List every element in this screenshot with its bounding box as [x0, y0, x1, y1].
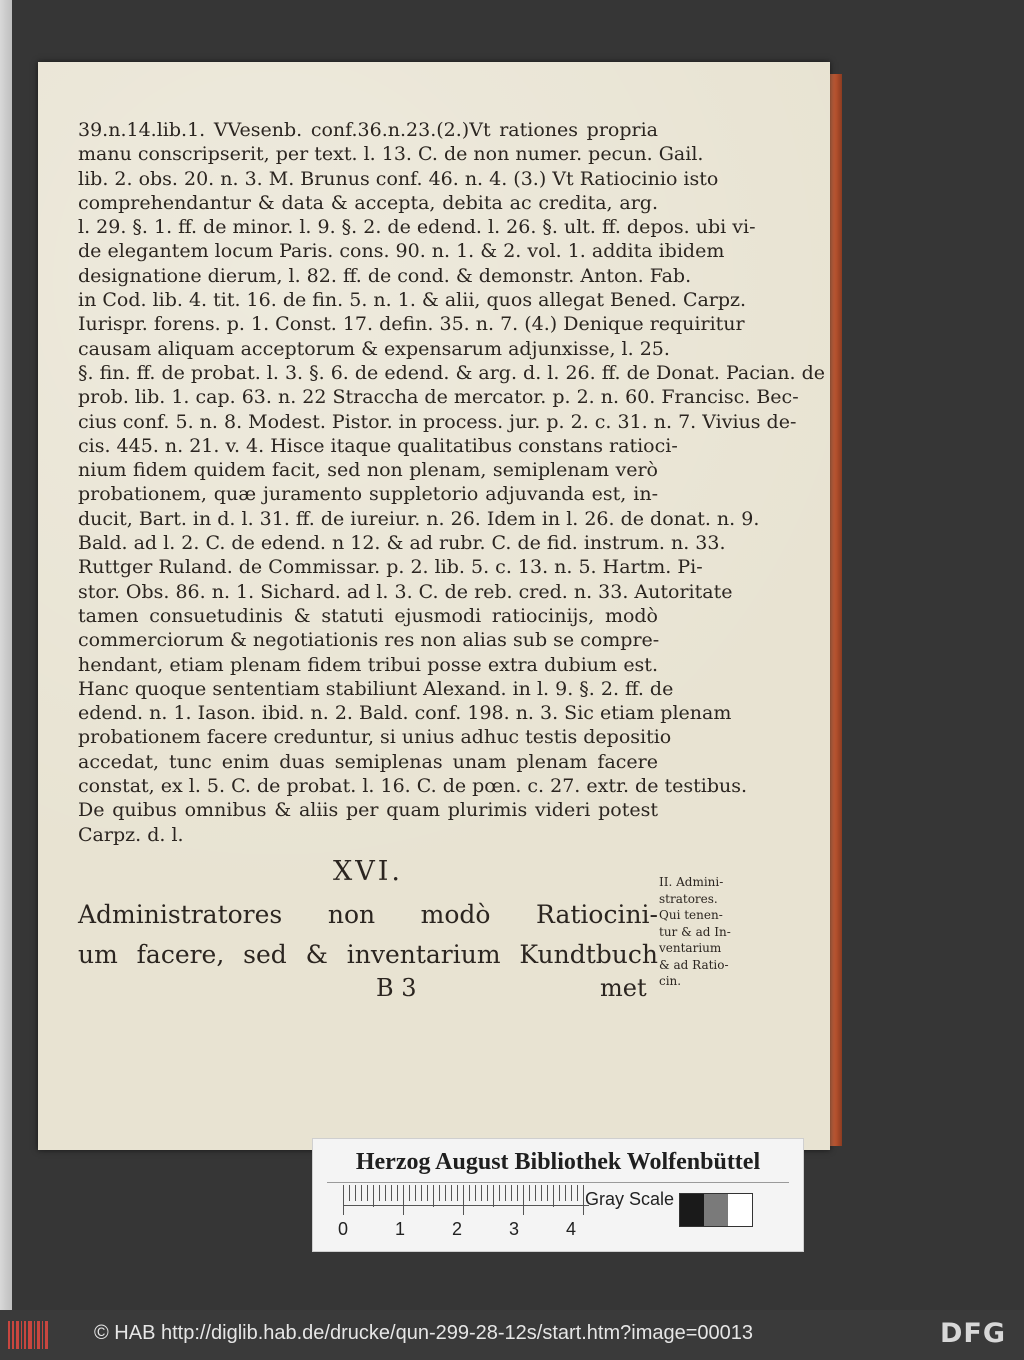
body-line: comprehendantur & data & accepta, debita ac credita, arg.: [78, 191, 658, 214]
ruler-tick: [385, 1185, 386, 1201]
ruler-tick: [559, 1185, 560, 1201]
ruler-tick: [529, 1185, 530, 1201]
body-line: probationem facere creduntur, si unius adhuc testis depositio: [78, 726, 672, 749]
ruler-tick: [367, 1185, 368, 1201]
ruler-tick: [553, 1185, 554, 1207]
body-line: prob. lib. 1. cap. 63. n. 22 Straccha de mercator. p. 2. n. 60. Francisc. Bec-: [78, 386, 799, 409]
ruler-label: 2: [451, 1219, 463, 1239]
ruler-tick: [361, 1185, 362, 1201]
ruler-tick: [391, 1185, 392, 1201]
barcode-bar: [8, 1321, 10, 1349]
ruler-label: 0: [337, 1219, 349, 1239]
ruler-tick: [343, 1185, 344, 1215]
body-line: accedat, tunc enim duas semiplenas unam plenam facere: [78, 750, 658, 773]
body-text: [78, 118, 826, 847]
ruler-tick: [415, 1185, 416, 1201]
scale-divider: [327, 1182, 789, 1183]
ruler-tick: [535, 1185, 536, 1201]
ruler-tick: [403, 1185, 404, 1215]
body-line: Carpz. d. l.: [78, 823, 184, 846]
heading-line: um facere, sed & inventarium Kundtbuch: [78, 940, 658, 969]
ruler-tick: [523, 1185, 524, 1215]
ruler-tick: [475, 1185, 476, 1201]
ruler-tick: [445, 1185, 446, 1201]
body-line: de elegantem locum Paris. cons. 90. n. 1. & 2. vol. 1. addita ibidem: [78, 240, 725, 263]
barcode-bar: [37, 1321, 39, 1349]
ruler-label: 3: [508, 1219, 520, 1239]
barcode-bar: [24, 1321, 26, 1349]
catchword: met: [600, 974, 647, 1002]
ruler-tick: [349, 1185, 350, 1201]
ruler-tick: [499, 1185, 500, 1201]
body-line: 39.n.14.lib.1. VVesenb. conf.36.n.23.(2.)Vt rationes propria: [78, 119, 658, 141]
body-line: nium fidem quidem facit, sed non plenam, semiplenam verò: [78, 459, 658, 482]
body-line: constat, ex l. 5. C. de probat. l. 16. C. de pœn. c. 27. extr. de testibus.: [78, 775, 748, 798]
ruler-tick: [421, 1185, 422, 1201]
body-line: l. 29. §. 1. ff. de minor. l. 9. §. 2. de edend. l. 26. §. ult. ff. depos. ubi vi-: [78, 216, 756, 239]
body-line: cius conf. 5. n. 8. Modest. Pistor. in process. jur. p. 2. c. 31. n. 7. Vivius de-: [78, 410, 797, 433]
ruler-tick: [397, 1185, 398, 1201]
ruler-tick: [493, 1185, 494, 1207]
ruler-labels: [337, 1219, 603, 1243]
ruler-tick: [463, 1185, 464, 1215]
barcode-bar: [16, 1321, 19, 1349]
ruler-tick: [547, 1185, 548, 1201]
barcode-bar: [42, 1321, 43, 1349]
barcode-bar: [21, 1321, 22, 1349]
body-line: in Cod. lib. 4. tit. 16. de fin. 5. n. 1. & alii, quos allegat Bened. Carpz.: [78, 289, 747, 312]
ruler-tick: [427, 1185, 428, 1201]
body-line: designatione dierum, l. 82. ff. de cond. & demonstr. Anton. Fab.: [78, 264, 692, 287]
ruler-tick: [517, 1185, 518, 1201]
ruler-tick: [469, 1185, 470, 1201]
margin-note-line: tur & ad In-: [659, 924, 731, 939]
copyright-url[interactable]: © HAB http://diglib.hab.de/drucke/qun-299-28-12s/start.htm?image=00013: [94, 1322, 754, 1344]
ruler-tick: [373, 1185, 374, 1207]
margin-note-line: & ad Ratio-: [659, 957, 729, 972]
section-number: XVI.: [333, 856, 403, 887]
barcode-bar: [34, 1321, 35, 1349]
margin-note-line: cin.: [659, 974, 682, 988]
body-line: edend. n. 1. Iason. ibid. n. 2. Bald. conf. 198. n. 3. Sic etiam plenam: [78, 702, 732, 725]
ruler-label: 1: [394, 1219, 406, 1239]
dfg-logo: DFG: [940, 1318, 1007, 1349]
ruler-tick: [433, 1185, 434, 1207]
ruler-tick: [379, 1185, 380, 1201]
body-line: ducit, Bart. in d. l. 31. ff. de iureiur. n. 26. Idem in l. 26. de donat. n. 9.: [78, 507, 760, 530]
signature-mark: B 3: [376, 974, 417, 1002]
ruler-tick: [487, 1185, 488, 1201]
body-line: Ruttger Ruland. de Commissar. p. 2. lib. 5. c. 13. n. 5. Hartm. Pi-: [78, 556, 703, 579]
ruler-tick: [505, 1185, 506, 1201]
grayscale-swatches: [679, 1193, 753, 1227]
body-line: probationem, quæ juramento suppletorio adjuvanda est, in-: [78, 483, 658, 506]
ruler-tick: [565, 1185, 566, 1201]
ruler-tick: [541, 1185, 542, 1201]
body-line: hendant, etiam plenam fidem tribui posse extra dubium est.: [78, 653, 658, 676]
body-line: tamen consuetudinis & statuti ejusmodi ratiocinijs, modò: [78, 604, 658, 627]
ruler-tick: [451, 1185, 452, 1201]
margin-note: [659, 874, 769, 990]
color-scale-card: [312, 1138, 804, 1252]
ruler-tick: [439, 1185, 440, 1201]
gray-swatch: [680, 1194, 704, 1226]
grayscale-label: Gray Scale: [585, 1189, 675, 1209]
gray-swatch: [728, 1194, 752, 1226]
body-line: cis. 445. n. 21. v. 4. Hisce itaque qualitatibus constans ratioci-: [78, 434, 678, 457]
margin-note-line: ventarium: [659, 941, 722, 955]
margin-note-line: Qui tenen-: [659, 908, 723, 922]
body-line: §. fin. ff. de probat. l. 3. §. 6. de edend. & arg. d. l. 26. ff. de Donat. Pacian. de: [78, 361, 826, 384]
body-line: stor. Obs. 86. n. 1. Sichard. ad l. 3. C. de reb. cred. n. 33. Autoritate: [78, 580, 733, 603]
body-line: Iurispr. forens. p. 1. Const. 17. defin. 35. n. 7. (4.) Denique requiritur: [78, 313, 745, 336]
ruler-tick: [481, 1185, 482, 1201]
footer-bar: [0, 1310, 1024, 1360]
ruler-tick: [409, 1185, 410, 1201]
body-line: lib. 2. obs. 20. n. 3. M. Brunus conf. 46. n. 4. (3.) Vt Ratiocinio isto: [78, 167, 719, 190]
ruler-tick: [355, 1185, 356, 1201]
ruler-tick: [571, 1185, 572, 1201]
ruler-tick: [577, 1185, 578, 1201]
barcode-icon: [8, 1321, 48, 1349]
body-line: De quibus omnibus & aliis per quam plurimis videri potest: [78, 799, 658, 822]
barcode-bar: [12, 1321, 13, 1349]
margin-note-line: stratores.: [659, 891, 718, 906]
library-title: Herzog August Bibliothek Wolfenbüttel: [355, 1149, 761, 1175]
body-line: Hanc quoque sententiam stabiliunt Alexand. in l. 9. §. 2. ff. de: [78, 677, 674, 700]
left-edge-strip: [0, 0, 12, 1310]
gray-swatch: [704, 1194, 728, 1226]
barcode-bar: [45, 1321, 48, 1349]
ruler-tick: [511, 1185, 512, 1201]
ruler-tick: [583, 1185, 584, 1215]
margin-note-line: II. Admini-: [659, 875, 724, 889]
ruler-label: 4: [565, 1219, 577, 1239]
body-line: Bald. ad l. 2. C. de edend. n 12. & ad rubr. C. de fid. instrum. n. 33.: [78, 532, 726, 555]
section-heading: [78, 895, 658, 975]
heading-line: Administratores non modò Ratiocini-: [78, 900, 658, 929]
barcode-bar: [28, 1321, 32, 1349]
body-line: causam aliquam acceptorum & expensarum adjunxisse, l. 25.: [78, 337, 670, 360]
body-line: commerciorum & negotiationis res non alias sub se compre-: [78, 629, 660, 652]
body-line: manu conscripserit, per text. l. 13. C. de non numer. pecun. Gail.: [78, 143, 704, 166]
ruler-tick: [457, 1185, 458, 1201]
ruler: [343, 1185, 589, 1219]
